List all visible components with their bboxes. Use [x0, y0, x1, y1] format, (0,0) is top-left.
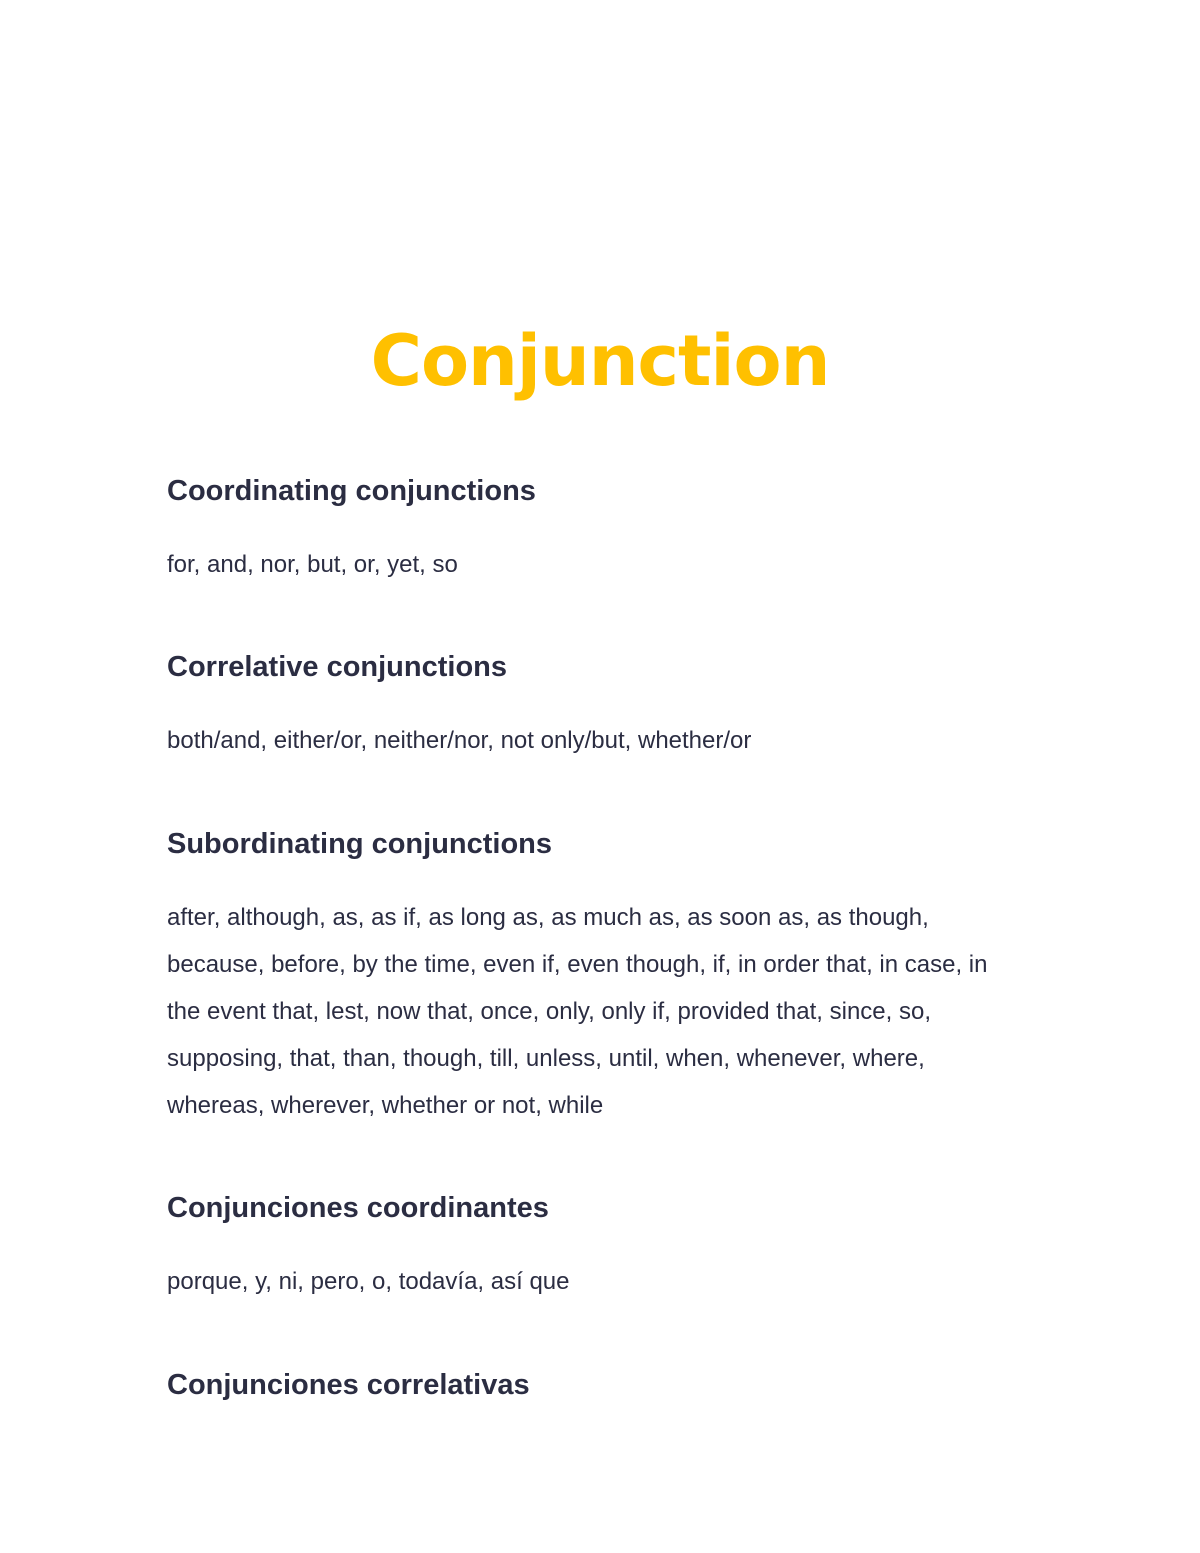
section-heading-correlative: Correlative conjunctions	[167, 651, 508, 683]
document-title: Conjunction	[370, 320, 830, 402]
section-body-subordinating: after, although, as, as if, as long as, as much as, as soon as, as though, because, before, by the time, even if, even though, if, in order that, in case, in the event that, lest, now that, once, only, only if, provided that, since, so, supposing, that, than, though, till, unless, until, when, whenever, where, whereas, wherever, whether or not, while	[167, 904, 988, 1119]
section-heading-coordinating: Coordinating conjunctions	[167, 475, 536, 507]
section-heading-subordinating: Subordinating conjunctions	[167, 828, 553, 860]
section-body-conjunciones-coordinantes: porque, y, ni, pero, o, todavía, así que	[167, 1268, 570, 1295]
section-body-correlative: both/and, either/or, neither/nor, not only/but, whether/or	[167, 727, 752, 754]
section-heading-conjunciones-correlativas: Conjunciones correlativas	[167, 1369, 530, 1401]
section-body-coordinating: for, and, nor, but, or, yet, so	[167, 551, 458, 578]
section-heading-conjunciones-coordinantes: Conjunciones coordinantes	[167, 1192, 549, 1224]
